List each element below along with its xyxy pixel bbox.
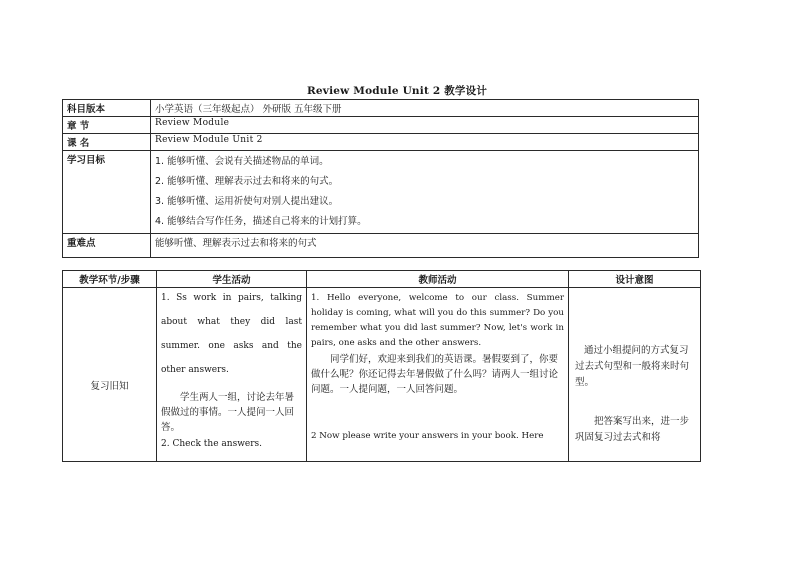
info-row-key [63,234,699,258]
goal-item: 3. 能够听懂、运用祈使句对别人提出建议。 [155,196,339,207]
edition-label: 科目版本 [63,100,151,117]
intent-paragraph-1: 通过小组提问的方式复习过去式句型和一般将来时句型。 [575,345,690,388]
student-cn: 学生两人一组，讨论去年暑假做过的事情。一人提问一人回答。 [161,392,295,433]
key-label: 重难点 [63,234,151,258]
activity-header-row [63,271,701,288]
chapter-value: Review Module [151,117,699,134]
stage-cell [63,288,157,462]
teacher-cell [307,288,569,462]
page-title: Review Module Unit 2 教学设计 [306,85,488,97]
student-check: 2. Check the answers. [161,439,263,449]
info-row-edition [63,100,699,117]
header-intent: 设计意图 [569,271,701,288]
goals-list [155,152,694,232]
student-en-line: 1. Ss work in pairs, talking [161,293,302,303]
goals-value [151,151,699,234]
header-student: 学生活动 [157,271,307,288]
chapter-label: 章 节 [63,117,151,134]
student-cell [157,288,307,462]
activity-table [62,270,701,462]
info-row-goals [63,151,699,234]
student-en-line: other answers. [161,365,229,375]
teacher-en-2: 2 Now please write your answers in your book. Here [311,431,544,441]
lesson-value: Review Module Unit 2 [151,134,699,151]
info-row-chapter [63,117,699,134]
intent-paragraph-2: 把答案写出来，进一步巩固复习过去式和将 [575,416,690,443]
header-stage: 教学环节/步骤 [63,271,157,288]
goal-item: 1. 能够听懂、会说有关描述物品的单词。 [155,156,329,167]
header-teacher: 教师活动 [307,271,569,288]
goals-label: 学习目标 [63,151,151,234]
goal-item: 2. 能够听懂、理解表示过去和将来的句式。 [155,176,339,187]
student-en-line: summer. one asks and the [161,341,302,351]
activity-row [63,288,701,462]
goal-item: 4. 能够结合写作任务，描述自己将来的计划打算。 [155,216,367,227]
student-en [161,292,302,388]
teacher-cn: 同学们好，欢迎来到我们的英语课。暑假要到了，你要做什么呢？你还记得去年暑假做了什么吗？请两人一组讨论问题。一人提问题，一人回答问题。 [311,354,559,395]
intent-cell [569,288,701,462]
edition-value: 小学英语（三年级起点） 外研版 五年级下册 [151,100,699,117]
student-en-line: about what they did last [161,317,302,327]
lesson-label: 课 名 [63,134,151,151]
lesson-info-table [62,99,699,258]
key-value: 能够听懂、理解表示过去和将来的句式 [151,234,699,258]
stage-text: 复习旧知 [90,380,129,392]
info-row-lesson [63,134,699,151]
teacher-en: 1. Hello everyone, welcome to our class. Summer holiday is coming, what will you do this summer? Do you remember what you did last summer? Now, let's work in pairs, one asks and the other answers. [311,293,564,348]
